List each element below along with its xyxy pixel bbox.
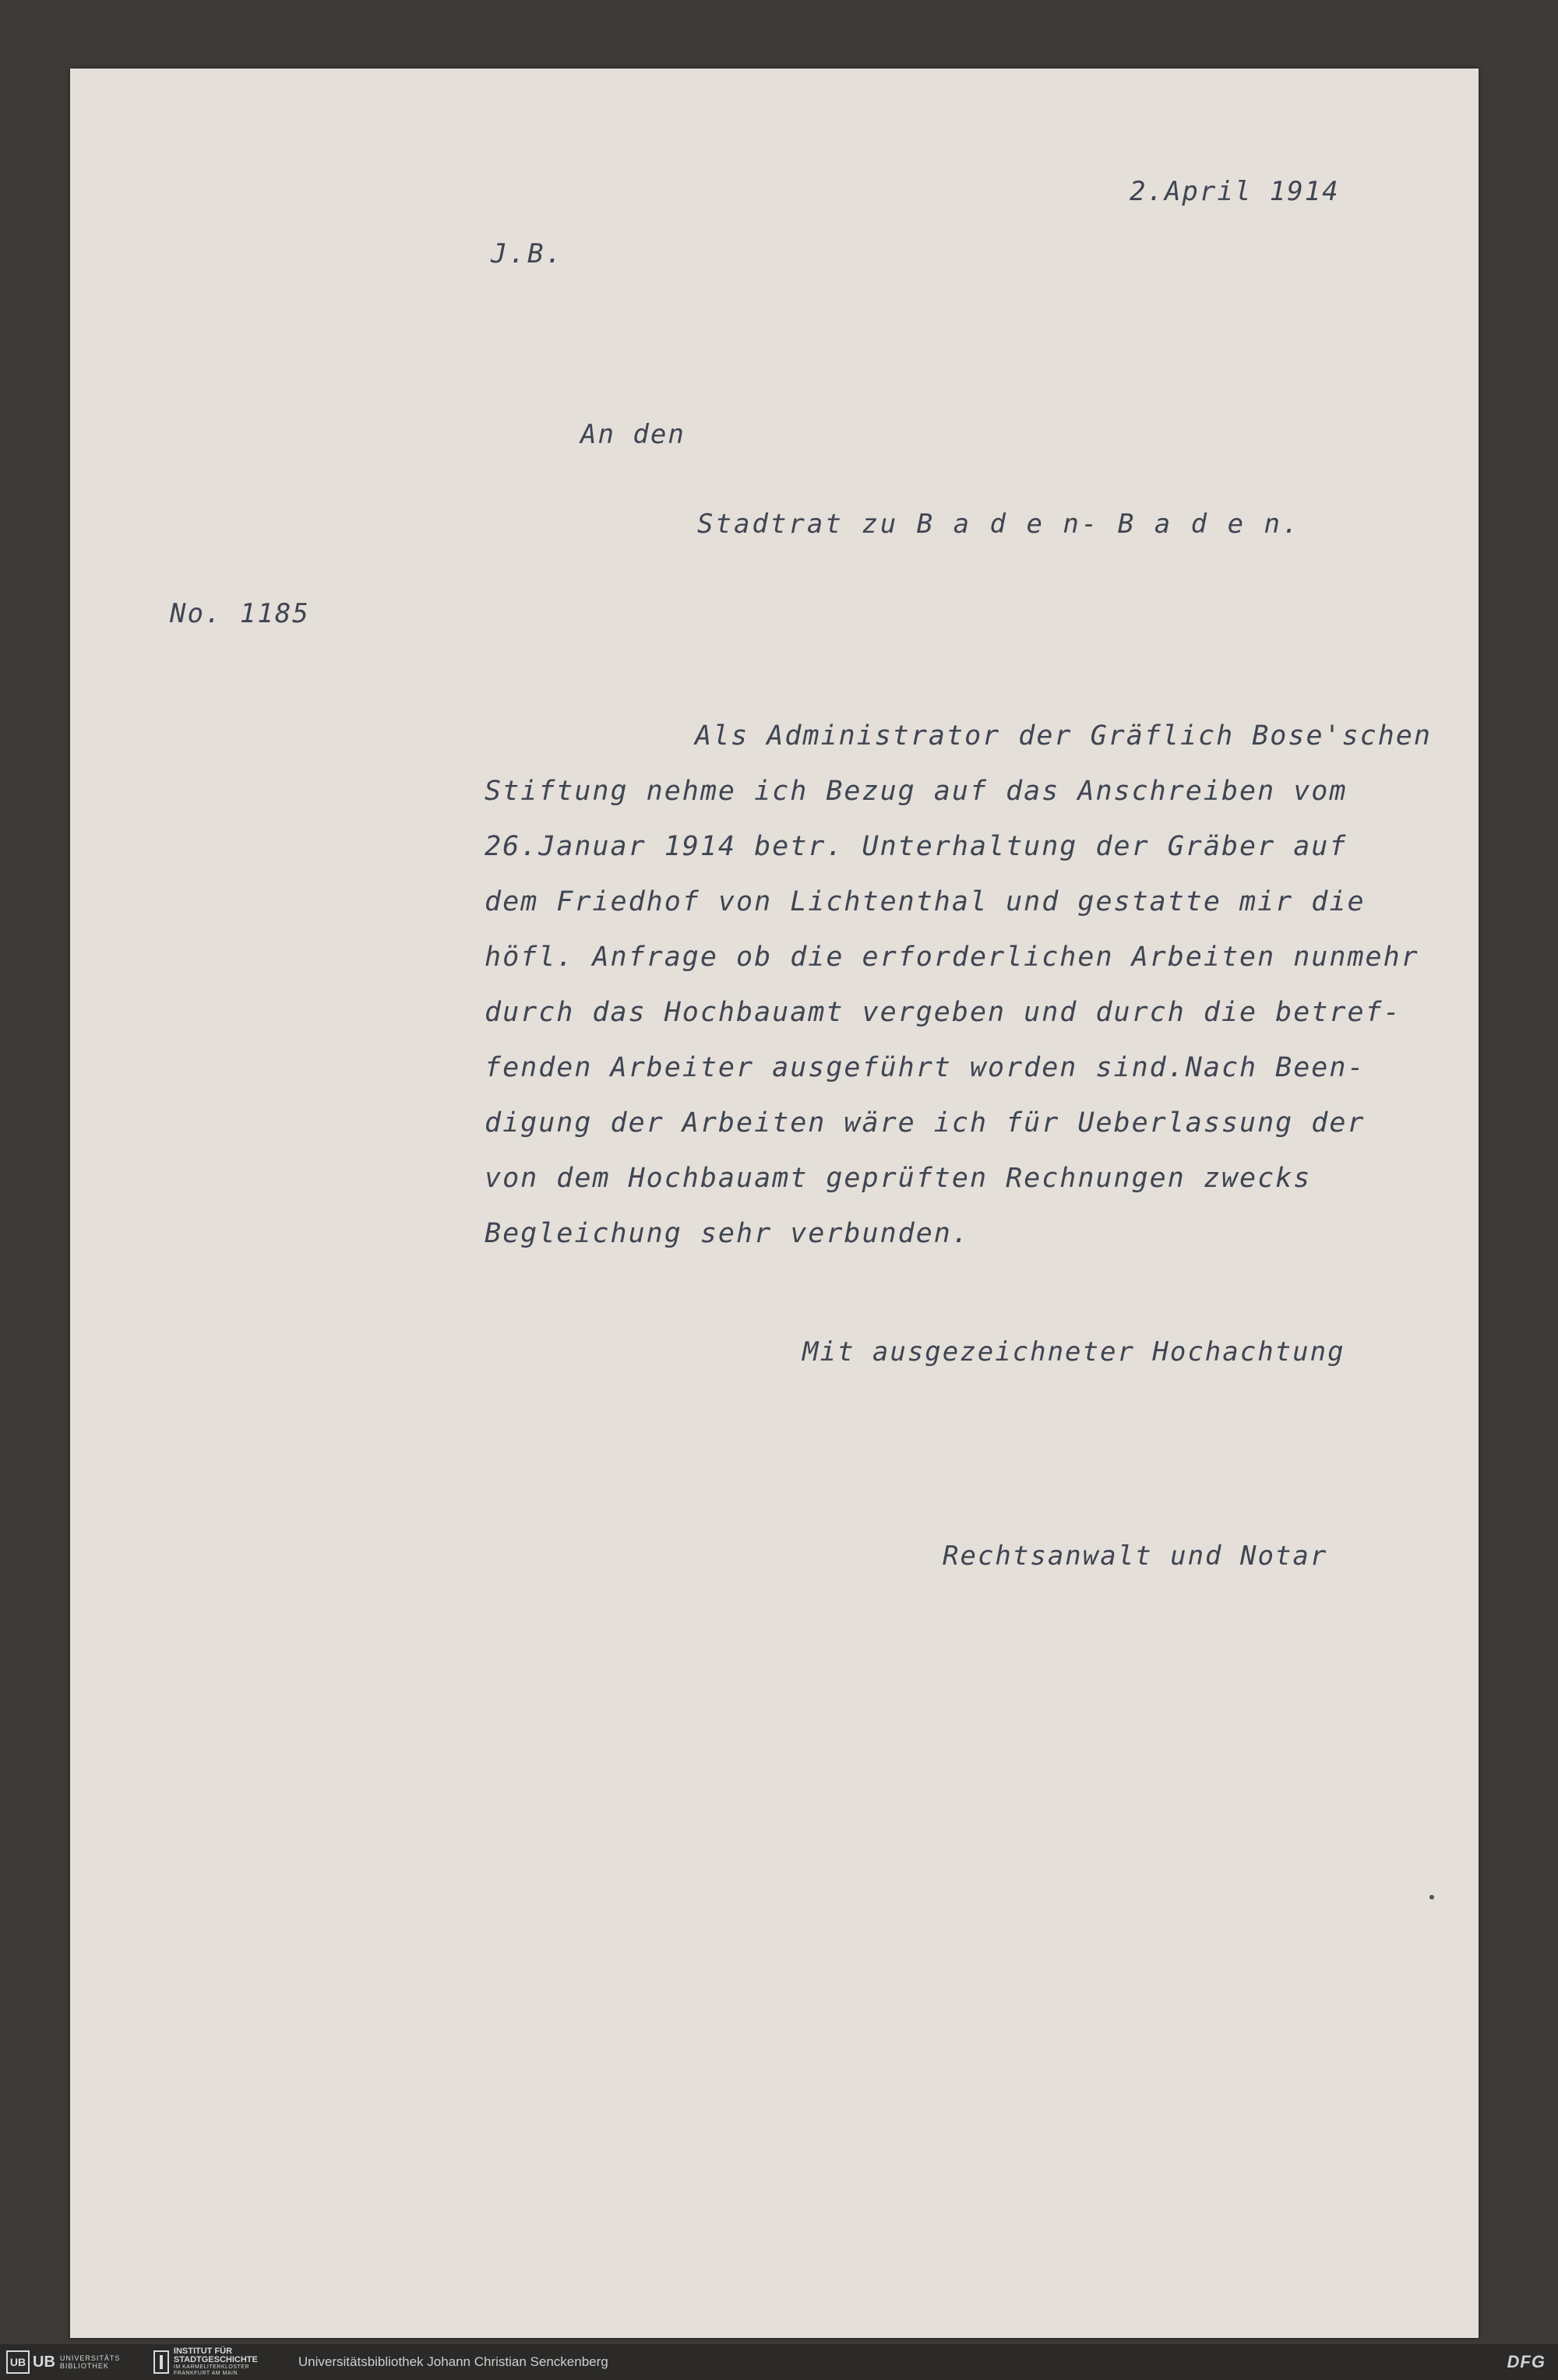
body-line: höfl. Anfrage ob die erforderlichen Arbeiten nunmehr (485, 942, 1419, 973)
body-line: 26.Januar 1914 betr. Unterhaltung der Gräber auf (485, 831, 1348, 862)
library-name: UNIVERSITÄTS BIBLIOTHEK (59, 2354, 121, 2370)
body-line: dem Friedhof von Lichtenthal und gestatte mir die (485, 886, 1366, 917)
body-line: fenden Arbeiter ausgeführt worden sind.Nach Been- (485, 1052, 1366, 1083)
body-line: Als Administrator der Gräflich Bose'schen (695, 720, 1432, 752)
recipient-line-1: An den (580, 419, 686, 450)
dfg-logo[interactable]: DFG (1507, 2352, 1546, 2371)
letter-page (70, 69, 1479, 2338)
institute-subtitle: IM KARMELITERKLOSTER FRANKFURT AM MAIN (173, 2364, 250, 2376)
sender-initials: J.B. (491, 238, 564, 269)
reference-number: No. 1185 (170, 598, 310, 629)
ub-logo-icon: UB (6, 2350, 30, 2374)
institute-logo[interactable] (153, 2347, 267, 2377)
ub-logo[interactable] (6, 2349, 146, 2375)
footer-bar (0, 2344, 1558, 2380)
closing-phrase: Mit ausgezeichneter Hochachtung (802, 1336, 1345, 1368)
institute-name: INSTITUT FÜR STADTGESCHICHTE (173, 2347, 258, 2364)
body-line: von dem Hochbauamt geprüften Rechnungen zwecks (485, 1163, 1312, 1194)
ub-logo-text: UB (33, 2353, 55, 2371)
body-line: digung der Arbeiten wäre ich für Ueberlassung der (485, 1107, 1366, 1139)
library-credit: Universitätsbibliothek Johann Christian Senckenberg (298, 2354, 608, 2369)
paper-speck (1429, 1895, 1434, 1899)
letter-date: 2.April 1914 (1130, 176, 1340, 207)
signature-title: Rechtsanwalt und Notar (943, 1540, 1328, 1572)
institute-logo-icon (153, 2350, 169, 2374)
body-line: Stiftung nehme ich Bezug auf das Anschreiben vom (485, 776, 1348, 807)
body-line: durch das Hochbauamt vergeben und durch die betref- (485, 997, 1401, 1028)
letter-body (485, 709, 1528, 1262)
body-line: Begleichung sehr verbunden. (485, 1218, 970, 1249)
recipient-line-2: Stadtrat zu B a d e n- B a d e n. (697, 509, 1301, 540)
